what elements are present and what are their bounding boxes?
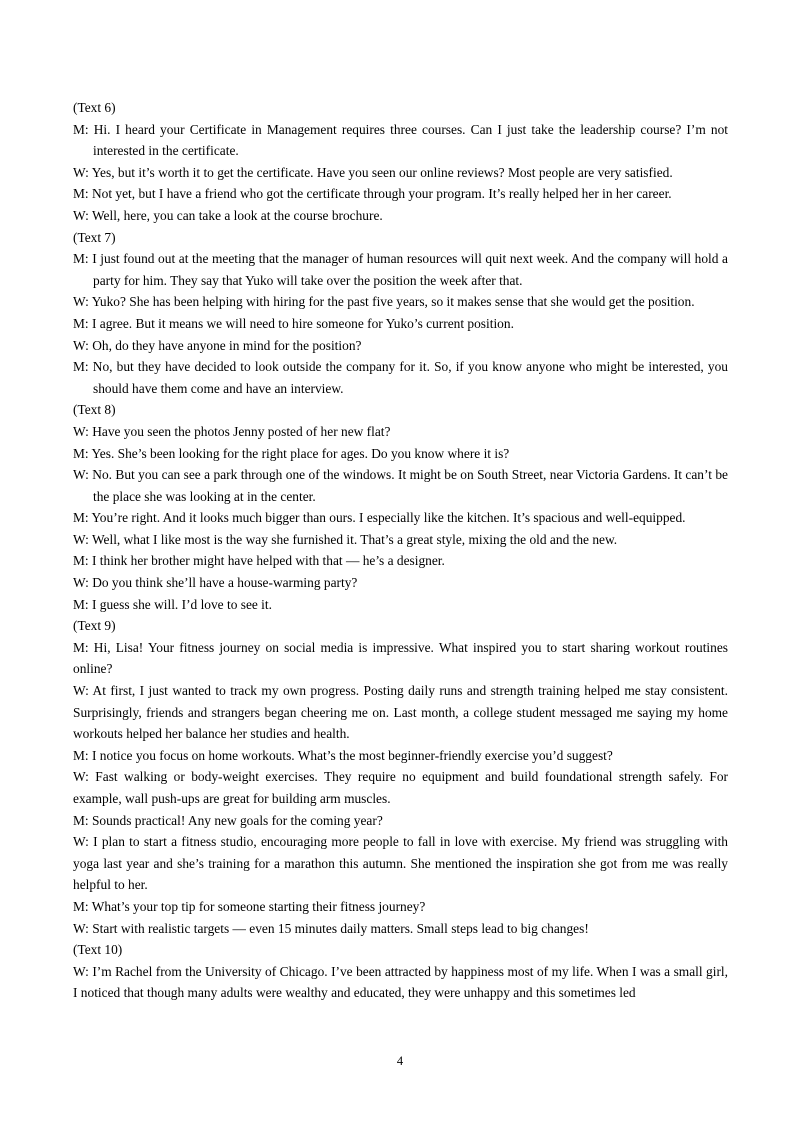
dialogue-line: W: Yes, but it’s worth it to get the certificate. Have you seen our online reviews? Most people are very satisfied. [73, 164, 673, 180]
dialogue-line: M: Sounds practical! Any new goals for the coming year? [73, 812, 383, 828]
dialogue-line: W: Oh, do they have anyone in mind for the position? [73, 337, 362, 353]
section-heading: (Text 9) [73, 618, 116, 634]
dialogue-line: M: No, but they have decided to look outside the company for it. So, if you know anyone who might be interested, you should have them come and have an interview. [73, 359, 728, 396]
dialogue-line: W: Have you seen the photos Jenny posted of her new flat? [73, 423, 391, 439]
section-heading: (Text 10) [73, 942, 123, 958]
section-heading: (Text 7) [73, 229, 116, 245]
dialogue-line: M: You’re right. And it looks much bigger than ours. I especially like the kitchen. It’s spacious and well-equipped. [73, 510, 686, 526]
dialogue-line: M: What’s your top tip for someone starting their fitness journey? [73, 898, 426, 914]
dialogue-line: M: Not yet, but I have a friend who got the certificate through your program. It’s really helped her in her career. [73, 186, 672, 202]
dialogue-line: W: Do you think she’ll have a house-warming party? [73, 575, 358, 591]
dialogue-line: W: Fast walking or body-weight exercises. They require no equipment and build foundational strength safely. For example, wall push-ups are great for building arm muscles. [73, 769, 728, 806]
dialogue-line: M: I notice you focus on home workouts. What’s the most beginner-friendly exercise you’d suggest? [73, 747, 613, 763]
dialogue-line: W: I’m Rachel from the University of Chicago. I’ve been attracted by happiness most of my life. When I was a small girl, I noticed that though many adults were wealthy and educated, they were unhappy and this sometimes led [73, 963, 728, 1001]
transcript-section-text-10 [73, 939, 728, 1004]
document-body [73, 97, 728, 1004]
dialogue-line: M: Hi. I heard your Certificate in Management requires three courses. Can I just take the leadership course? I’m not interested in the certificate. [73, 121, 728, 159]
section-heading: (Text 8) [73, 402, 116, 418]
dialogue-line: M: I just found out at the meeting that the manager of human resources will quit next week. And the company will hold a party for him. They say that Yuko will take over the position the week after that. [73, 251, 728, 288]
dialogue-line: W: Well, here, you can take a look at the course brochure. [73, 207, 383, 223]
transcript-section-text-8 [73, 399, 728, 615]
dialogue-line: W: Start with realistic targets — even 15 minutes daily matters. Small steps lead to big changes! [73, 920, 589, 936]
dialogue-line: W: No. But you can see a park through one of the windows. It might be on South Street, near Victoria Gardens. It can’t be the place she was looking at in the center. [73, 467, 728, 504]
dialogue-line: W: I plan to start a fitness studio, encouraging more people to fall in love with exercise. My friend was struggling with yoga last year and she’s training for a marathon this autumn. She mentioned the inspiration she got from me was really helpful to her. [73, 834, 728, 893]
transcript-section-text-6 [73, 97, 728, 227]
transcript-section-text-9 [73, 615, 728, 939]
dialogue-line: W: At first, I just wanted to track my own progress. Posting daily runs and strength training helped me stay consistent. Surprisingly, friends and strangers began cheering me on. Last month, a college student messaged me saying my home workouts helped her balance her studies and health. [73, 683, 728, 742]
dialogue-line: W: Well, what I like most is the way she furnished it. That’s a great style, mixing the old and the new. [73, 531, 618, 547]
dialogue-line: M: Hi, Lisa! Your fitness journey on social media is impressive. What inspired you to start sharing workout routines online? [73, 639, 728, 677]
dialogue-line: M: Yes. She’s been looking for the right place for ages. Do you know where it is? [73, 445, 510, 461]
dialogue-line: M: I think her brother might have helped with that — he’s a designer. [73, 553, 445, 569]
dialogue-line: M: I guess she will. I’d love to see it. [73, 596, 272, 612]
section-heading: (Text 6) [73, 100, 116, 115]
dialogue-line: M: I agree. But it means we will need to hire someone for Yuko’s current position. [73, 315, 514, 331]
page-number: 4 [396, 1054, 404, 1068]
transcript-section-text-7 [73, 227, 728, 400]
dialogue-line: W: Yuko? She has been helping with hiring for the past five years, so it makes sense that she would get the position. [73, 294, 695, 310]
